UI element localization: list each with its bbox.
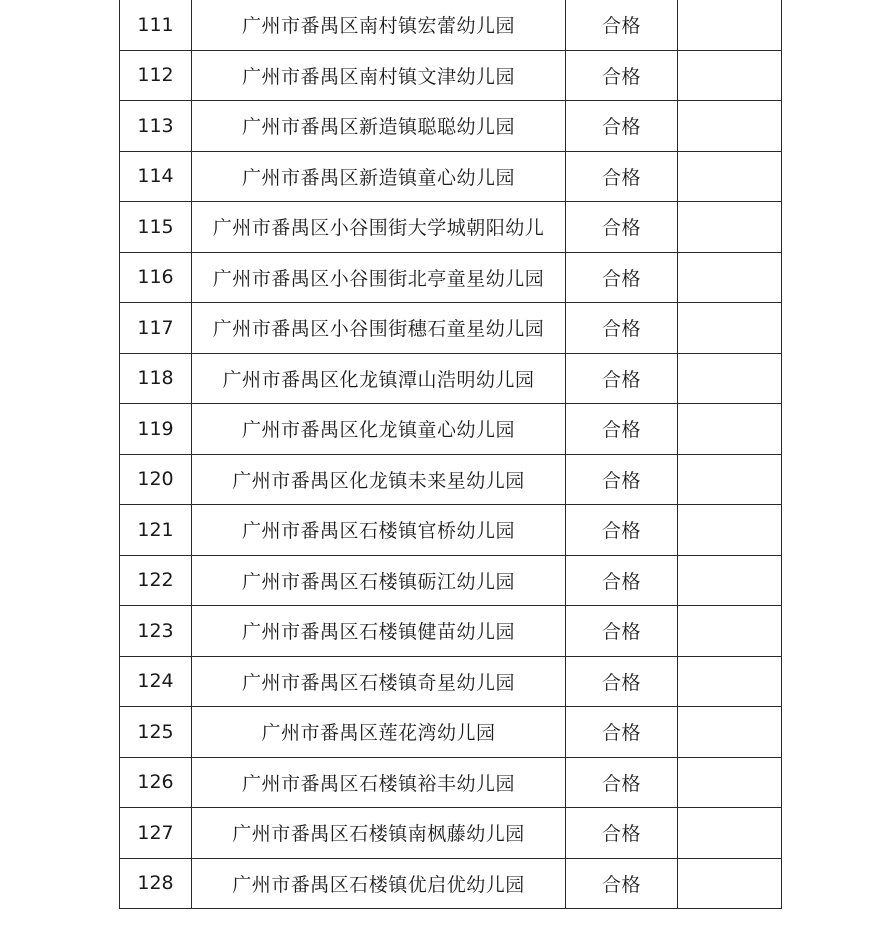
table-row: [120, 707, 782, 758]
row-number: 112: [120, 50, 192, 101]
table-body: [120, 0, 782, 909]
row-number: 115: [120, 202, 192, 253]
kindergarten-name: 广州市番禺区石楼镇南枫藤幼儿园: [192, 808, 566, 859]
remark-cell: [678, 707, 782, 758]
row-number: 118: [120, 353, 192, 404]
row-number: 116: [120, 252, 192, 303]
inspection-result: 合格: [566, 454, 678, 505]
row-number: 122: [120, 555, 192, 606]
inspection-result: 合格: [566, 808, 678, 859]
table-row: [120, 101, 782, 152]
kindergarten-name: 广州市番禺区石楼镇奇星幼儿园: [192, 656, 566, 707]
inspection-result: 合格: [566, 0, 678, 50]
row-number: 113: [120, 101, 192, 152]
table-row: [120, 656, 782, 707]
row-number: 125: [120, 707, 192, 758]
remark-cell: [678, 202, 782, 253]
row-number: 114: [120, 151, 192, 202]
inspection-result: 合格: [566, 404, 678, 455]
row-number: 124: [120, 656, 192, 707]
remark-cell: [678, 353, 782, 404]
inspection-result: 合格: [566, 757, 678, 808]
inspection-result: 合格: [566, 202, 678, 253]
kindergarten-name: 广州市番禺区石楼镇健苗幼儿园: [192, 606, 566, 657]
table-row: [120, 151, 782, 202]
table-row: [120, 252, 782, 303]
kindergarten-name: 广州市番禺区石楼镇优启优幼儿园: [192, 858, 566, 909]
remark-cell: [678, 858, 782, 909]
table-row: [120, 606, 782, 657]
remark-cell: [678, 656, 782, 707]
kindergarten-name: 广州市番禺区石楼镇裕丰幼儿园: [192, 757, 566, 808]
remark-cell: [678, 151, 782, 202]
remark-cell: [678, 757, 782, 808]
table-row: [120, 505, 782, 556]
table-row: [120, 808, 782, 859]
remark-cell: [678, 0, 782, 50]
row-number: 121: [120, 505, 192, 556]
kindergarten-name: 广州市番禺区化龙镇未来星幼儿园: [192, 454, 566, 505]
remark-cell: [678, 555, 782, 606]
inspection-result: 合格: [566, 505, 678, 556]
inspection-result: 合格: [566, 555, 678, 606]
kindergarten-name: 广州市番禺区南村镇宏蕾幼儿园: [192, 0, 566, 50]
kindergarten-name: 广州市番禺区石楼镇官桥幼儿园: [192, 505, 566, 556]
remark-cell: [678, 808, 782, 859]
kindergarten-name: 广州市番禺区化龙镇潭山浩明幼儿园: [192, 353, 566, 404]
inspection-result: 合格: [566, 656, 678, 707]
results-table-container: [119, 0, 781, 909]
remark-cell: [678, 454, 782, 505]
remark-cell: [678, 252, 782, 303]
kindergarten-name: 广州市番禺区新造镇聪聪幼儿园: [192, 101, 566, 152]
remark-cell: [678, 404, 782, 455]
row-number: 119: [120, 404, 192, 455]
table-row: [120, 202, 782, 253]
kindergarten-results-table: [119, 0, 782, 909]
table-row: [120, 757, 782, 808]
remark-cell: [678, 101, 782, 152]
remark-cell: [678, 505, 782, 556]
inspection-result: 合格: [566, 707, 678, 758]
row-number: 111: [120, 0, 192, 50]
row-number: 126: [120, 757, 192, 808]
kindergarten-name: 广州市番禺区新造镇童心幼儿园: [192, 151, 566, 202]
inspection-result: 合格: [566, 606, 678, 657]
row-number: 117: [120, 303, 192, 354]
row-number: 128: [120, 858, 192, 909]
kindergarten-name: 广州市番禺区石楼镇砺江幼儿园: [192, 555, 566, 606]
row-number: 127: [120, 808, 192, 859]
remark-cell: [678, 50, 782, 101]
inspection-result: 合格: [566, 151, 678, 202]
table-row: [120, 353, 782, 404]
kindergarten-name: 广州市番禺区小谷围街北亭童星幼儿园: [192, 252, 566, 303]
inspection-result: 合格: [566, 101, 678, 152]
remark-cell: [678, 606, 782, 657]
kindergarten-name: 广州市番禺区小谷围街大学城朝阳幼儿: [192, 202, 566, 253]
table-row: [120, 303, 782, 354]
remark-cell: [678, 303, 782, 354]
table-row: [120, 858, 782, 909]
kindergarten-name: 广州市番禺区小谷围街穗石童星幼儿园: [192, 303, 566, 354]
inspection-result: 合格: [566, 353, 678, 404]
inspection-result: 合格: [566, 50, 678, 101]
table-row: [120, 454, 782, 505]
table-row: [120, 0, 782, 50]
inspection-result: 合格: [566, 858, 678, 909]
table-row: [120, 404, 782, 455]
row-number: 120: [120, 454, 192, 505]
kindergarten-name: 广州市番禺区莲花湾幼儿园: [192, 707, 566, 758]
row-number: 123: [120, 606, 192, 657]
kindergarten-name: 广州市番禺区南村镇文津幼儿园: [192, 50, 566, 101]
kindergarten-name: 广州市番禺区化龙镇童心幼儿园: [192, 404, 566, 455]
table-row: [120, 50, 782, 101]
inspection-result: 合格: [566, 252, 678, 303]
inspection-result: 合格: [566, 303, 678, 354]
table-row: [120, 555, 782, 606]
